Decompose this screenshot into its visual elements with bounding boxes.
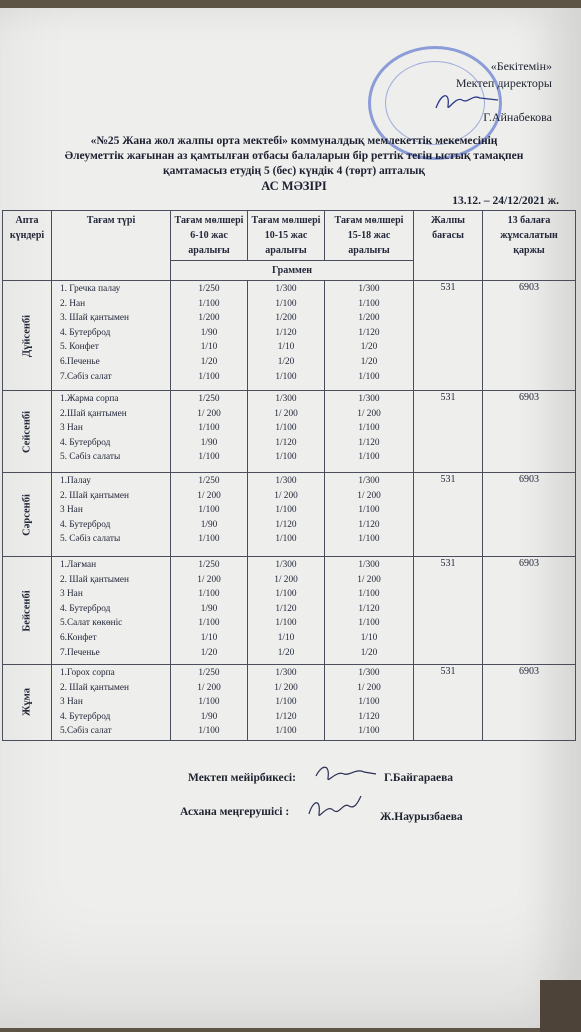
dish-list-item: 4. Бутерброд (60, 519, 111, 530)
amount-10-15-item: 1/100 (275, 726, 297, 737)
amount-10-15-item: 1/200 (275, 313, 297, 324)
amount-6-10 (171, 473, 248, 557)
day-cell (3, 281, 52, 391)
amount-15-18-item: 1/300 (358, 668, 380, 678)
day-label: Сейсенбі (21, 410, 33, 453)
amount-15-18-item: 1/100 (358, 452, 380, 463)
amount-6-10 (171, 391, 248, 473)
amount-10-15-item: 1/100 (275, 452, 297, 463)
amount-6-10-item: 1/ 200 (197, 490, 221, 501)
dish-list (52, 391, 171, 473)
amount-15-18 (325, 391, 414, 473)
dish-list-item: 4. Бутерброд (60, 603, 111, 614)
amount-6-10-item: 1/250 (198, 560, 220, 570)
total-cell: 6903 (483, 473, 576, 557)
amount-6-10-item: 1/100 (198, 618, 220, 629)
amount-6-10-item: 1/100 (198, 726, 220, 737)
dish-list (52, 473, 171, 557)
amount-6-10-item: 1/ 200 (197, 574, 221, 585)
day-row (3, 281, 576, 391)
amount-15-18-item: 1/120 (358, 327, 380, 338)
day-label: Сәрсенбі (21, 493, 33, 536)
header-price: Жалпы бағасы (414, 211, 483, 281)
amount-10-15-item: 1/100 (275, 298, 297, 309)
dish-list-item: 2. Шай қантымен (60, 574, 130, 585)
approval-line-3: Г.Айнабекова (483, 110, 552, 124)
dish-list-item: 6.Печенье (60, 356, 100, 367)
amount-6-10-item: 1/250 (198, 668, 220, 678)
amount-15-18-item: 1/ 200 (357, 574, 381, 585)
amount-10-15-item: 1/ 200 (274, 682, 298, 693)
amount-6-10-item: 1/10 (200, 342, 218, 353)
amount-10-15-item: 1/100 (275, 697, 297, 708)
amount-10-15-item: 1/ 200 (274, 408, 298, 419)
amount-6-10-item: 1/100 (198, 505, 220, 516)
header-q1: Тағам мөлшері 6-10 жас аралығы (171, 211, 248, 261)
amount-10-15-item: 1/ 200 (274, 574, 298, 585)
amount-10-15 (248, 665, 325, 741)
price-cell: 531 (414, 281, 483, 391)
price-cell: 531 (414, 391, 483, 473)
day-label: Жұма (21, 688, 33, 717)
dish-list-item: 1.Горох сорпа (60, 668, 115, 678)
header-q2: Тағам мөлшері 10-15 жас аралығы (248, 211, 325, 261)
menu-body (3, 281, 576, 741)
dish-list-item: 5. Сәбіз салаты (60, 534, 121, 545)
amount-15-18-item: 1/200 (358, 313, 380, 324)
amount-10-15-item: 1/120 (275, 437, 297, 448)
amount-10-15-item: 1/120 (275, 327, 297, 338)
amount-10-15-item: 1/ 200 (274, 490, 298, 501)
amount-15-18-item: 1/20 (360, 342, 378, 353)
dish-list-item: 3 Нан (60, 697, 83, 708)
amount-10-15-item: 1/120 (275, 603, 297, 614)
title-line-2: Әлеуметтік жағынан аз қамтылған отбасы балаларын бір реттік тегін ыстық тамақпен (64, 150, 524, 162)
day-cell (3, 557, 52, 665)
day-label: Бейсенбі (21, 589, 33, 632)
amount-6-10-item: 1/250 (198, 476, 220, 486)
dish-list-item: 1.Лағман (60, 560, 97, 570)
amount-6-10-item: 1/90 (200, 327, 218, 338)
amount-10-15 (248, 281, 325, 391)
amount-10-15-item: 1/300 (275, 394, 297, 404)
amount-10-15 (248, 391, 325, 473)
total-cell: 6903 (483, 281, 576, 391)
amount-6-10 (171, 665, 248, 741)
day-cell (3, 665, 52, 741)
amount-15-18-item: 1/100 (358, 697, 380, 708)
amount-15-18-item: 1/ 200 (357, 490, 381, 501)
dish-list (52, 665, 171, 741)
amount-6-10-item: 1/90 (200, 519, 218, 530)
amount-6-10 (171, 281, 248, 391)
amount-15-18-item: 1/120 (358, 519, 380, 530)
amount-6-10-item: 1/250 (198, 394, 220, 404)
dish-list (52, 557, 171, 665)
amount-10-15 (248, 473, 325, 557)
dish-list-item: 5.Салат көкөніс (60, 618, 123, 629)
dish-list-item: 5.Сәбіз салат (60, 726, 112, 737)
amount-15-18-item: 1/300 (358, 394, 380, 404)
amount-15-18-item: 1/120 (358, 711, 380, 722)
header-day: Апта күндері (3, 211, 52, 281)
amount-6-10 (171, 557, 248, 665)
dish-list-item: 3. Шай қантымен (60, 313, 130, 324)
amount-15-18-item: 1/100 (358, 371, 380, 382)
amount-6-10-item: 1/90 (200, 711, 218, 722)
amount-15-18-item: 1/10 (360, 632, 378, 643)
amount-6-10-item: 1/100 (198, 423, 220, 434)
amount-10-15-item: 1/300 (275, 284, 297, 294)
nurse-label: Мектеп мейірбикесі: (188, 772, 296, 784)
dish-list-item: 7.Сәбіз салат (60, 371, 112, 382)
dish-list-item: 2. Шай қантымен (60, 682, 130, 693)
amount-15-18-item: 1/20 (360, 356, 378, 367)
amount-15-18-item: 1/120 (358, 603, 380, 614)
amount-10-15-item: 1/100 (275, 618, 297, 629)
amount-15-18-item: 1/100 (358, 505, 380, 516)
amount-6-10-item: 1/100 (198, 534, 220, 545)
director-signature (432, 88, 502, 116)
day-row (3, 665, 576, 741)
day-row (3, 473, 576, 557)
amount-15-18 (325, 557, 414, 665)
menu-table (2, 210, 576, 741)
amount-10-15 (248, 557, 325, 665)
amount-15-18-item: 1/120 (358, 437, 380, 448)
amount-6-10-item: 1/100 (198, 298, 220, 309)
amount-15-18-item: 1/100 (358, 726, 380, 737)
dish-list (52, 281, 171, 391)
price-cell: 531 (414, 665, 483, 741)
amount-15-18-item: 1/100 (358, 589, 380, 600)
day-cell (3, 391, 52, 473)
amount-15-18 (325, 281, 414, 391)
day-row (3, 557, 576, 665)
amount-6-10-item: 1/100 (198, 371, 220, 382)
day-cell (3, 473, 52, 557)
dish-list-item: 5. Сәбіз салаты (60, 452, 121, 463)
amount-10-15-item: 1/10 (277, 342, 295, 353)
amount-15-18-item: 1/100 (358, 423, 380, 434)
nurse-signature (310, 760, 380, 790)
amount-10-15-item: 1/100 (275, 371, 297, 382)
dish-list-item: 1.Жарма сорпа (60, 394, 119, 404)
amount-6-10-item: 1/100 (198, 452, 220, 463)
canteen-label: Асхана меңгерушісі : (180, 806, 290, 818)
price-cell: 531 (414, 473, 483, 557)
amount-6-10-item: 1/ 200 (197, 682, 221, 693)
title-line-3: қамтамасыз етудің 5 (бес) күндік 4 (төрт) апталық (163, 165, 425, 177)
dish-list-item: 2. Нан (60, 298, 86, 309)
amount-6-10-item: 1/100 (198, 697, 220, 708)
dish-list-item: 4. Бутерброд (60, 327, 111, 338)
amount-10-15-item: 1/300 (275, 476, 297, 486)
amount-15-18-item: 1/100 (358, 534, 380, 545)
amount-15-18-item: 1/ 200 (357, 408, 381, 419)
title-line-1: «№25 Жана жол жалпы орта мектебі» коммуналдық мемлекеттік мекемесінің (90, 135, 498, 147)
amount-10-15-item: 1/100 (275, 423, 297, 434)
header-q3: Тағам мөлшері 15-18 жас аралығы (325, 211, 414, 261)
amount-15-18 (325, 665, 414, 741)
header-total: 13 балаға жұмсалатын қаржы (483, 211, 576, 281)
amount-6-10-item: 1/250 (198, 284, 220, 294)
day-label: Дүйсенбі (21, 314, 33, 357)
amount-6-10-item: 1/ 200 (197, 408, 221, 419)
dish-list-item: 6.Конфет (60, 632, 97, 643)
dish-list-item: 1. Гречка палау (60, 284, 121, 294)
dish-list-item: 4. Бутерброд (60, 437, 111, 448)
dish-list-item: 3 Нан (60, 423, 83, 434)
amount-10-15-item: 1/100 (275, 505, 297, 516)
amount-15-18-item: 1/100 (358, 618, 380, 629)
background-surface (540, 980, 581, 1032)
amount-6-10-item: 1/20 (200, 647, 218, 658)
amount-10-15-item: 1/120 (275, 519, 297, 530)
dish-list-item: 2. Шай қантымен (60, 490, 130, 501)
amount-6-10-item: 1/20 (200, 356, 218, 367)
amount-15-18-item: 1/300 (358, 284, 380, 294)
date-range: 13.12. – 24/12/2021 ж. (452, 195, 559, 207)
dish-list-item: 7.Печенье (60, 647, 100, 658)
amount-10-15-item: 1/20 (277, 647, 295, 658)
dish-list-item: 3 Нан (60, 589, 83, 600)
amount-10-15-item: 1/120 (275, 711, 297, 722)
amount-10-15-item: 1/100 (275, 589, 297, 600)
approval-line-2: Мектеп директоры (455, 76, 552, 90)
title-line-4: АС МӘЗІРІ (261, 179, 327, 193)
amount-10-15-item: 1/300 (275, 560, 297, 570)
dish-list-item: 5. Конфет (60, 342, 99, 353)
dish-list-item: 2.Шай қантымен (60, 408, 127, 419)
amount-6-10-item: 1/200 (198, 313, 220, 324)
amount-10-15-item: 1/100 (275, 534, 297, 545)
total-cell: 6903 (483, 557, 576, 665)
day-row (3, 391, 576, 473)
dish-list-item: 1.Палау (60, 476, 91, 486)
header-dish: Тағам түрі (52, 211, 171, 281)
amount-15-18-item: 1/300 (358, 560, 380, 570)
canteen-name: Ж.Наурызбаева (380, 811, 463, 823)
header-unit: Граммен (171, 261, 414, 281)
amount-10-15-item: 1/300 (275, 668, 297, 678)
amount-10-15-item: 1/20 (277, 356, 295, 367)
amount-15-18-item: 1/300 (358, 476, 380, 486)
amount-15-18-item: 1/20 (360, 647, 378, 658)
amount-10-15-item: 1/10 (277, 632, 295, 643)
amount-6-10-item: 1/90 (200, 437, 218, 448)
amount-6-10-item: 1/10 (200, 632, 218, 643)
amount-15-18 (325, 473, 414, 557)
amount-6-10-item: 1/90 (200, 603, 218, 614)
dish-list-item: 4. Бутерброд (60, 711, 111, 722)
canteen-signature (305, 792, 365, 828)
price-cell: 531 (414, 557, 483, 665)
amount-15-18-item: 1/ 200 (357, 682, 381, 693)
dish-list-item: 3 Нан (60, 505, 83, 516)
total-cell: 6903 (483, 391, 576, 473)
approval-line-1: «Бекітемін» (490, 59, 552, 73)
amount-15-18-item: 1/100 (358, 298, 380, 309)
total-cell: 6903 (483, 665, 576, 741)
nurse-name: Г.Байгараева (384, 772, 454, 784)
amount-6-10-item: 1/100 (198, 589, 220, 600)
document-title (20, 134, 568, 194)
